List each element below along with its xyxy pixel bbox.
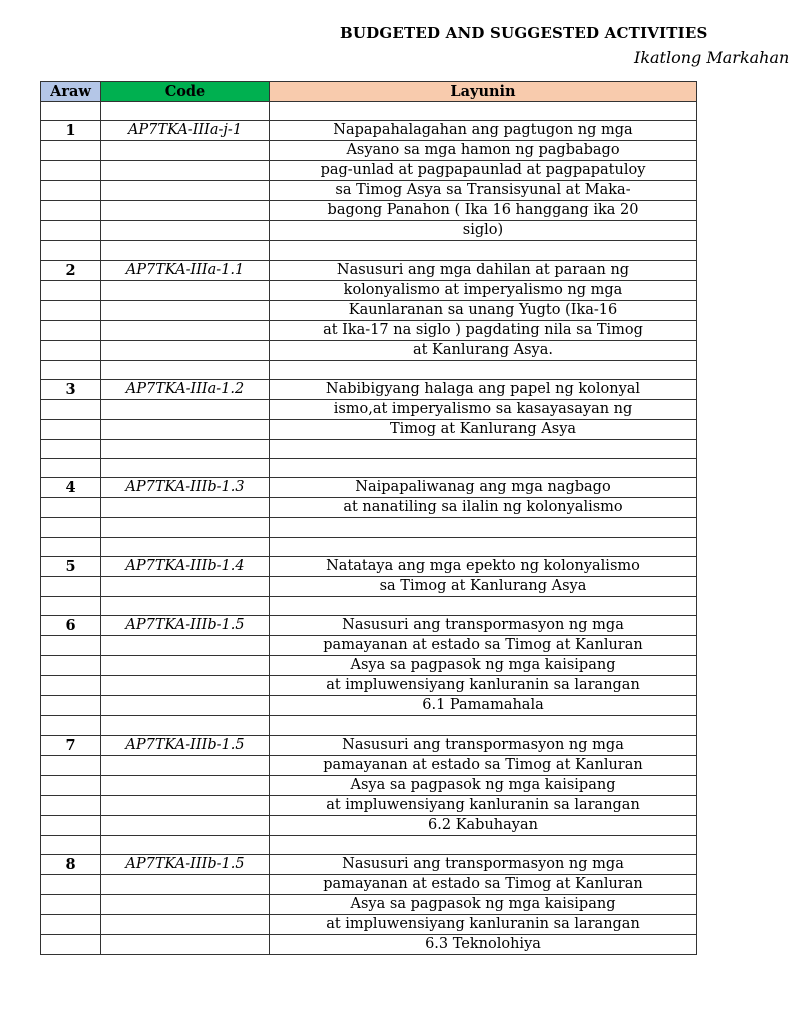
table-row xyxy=(41,696,697,716)
code-cell xyxy=(101,577,270,597)
day-cell xyxy=(41,835,101,854)
code-cell xyxy=(101,241,270,260)
code-cell xyxy=(101,894,270,914)
day-cell: 4 xyxy=(41,478,101,498)
day-cell xyxy=(41,161,101,181)
day-cell xyxy=(41,419,101,439)
day-cell: 2 xyxy=(41,260,101,280)
table-row xyxy=(41,636,697,656)
column-header-layunin: Layunin xyxy=(270,82,697,102)
layunin-cell: Asyano sa mga hamon ng pagbabago xyxy=(270,141,697,161)
code-cell xyxy=(101,439,270,458)
layunin-cell xyxy=(270,597,697,616)
code-cell: AP7TKA-IIIa-1.1 xyxy=(101,260,270,280)
layunin-cell: 6.2 Kabuhayan xyxy=(270,815,697,835)
code-cell xyxy=(101,775,270,795)
day-cell xyxy=(41,201,101,221)
layunin-cell: Asya sa pagpasok ng mga kaisipang xyxy=(270,894,697,914)
layunin-cell: 6.1 Pamamahala xyxy=(270,696,697,716)
table-row xyxy=(41,379,697,399)
layunin-cell: pag-unlad at pagpapaunlad at pagpapatuloy xyxy=(270,161,697,181)
layunin-cell: siglo) xyxy=(270,221,697,241)
day-cell xyxy=(41,874,101,894)
table-row xyxy=(41,894,697,914)
table-row xyxy=(41,775,697,795)
code-cell xyxy=(101,360,270,379)
code-cell xyxy=(101,498,270,518)
table-row xyxy=(41,360,697,379)
layunin-cell: Timog at Kanlurang Asya xyxy=(270,419,697,439)
code-cell xyxy=(101,934,270,954)
day-cell xyxy=(41,537,101,556)
day-cell xyxy=(41,577,101,597)
day-cell xyxy=(41,934,101,954)
day-cell xyxy=(41,221,101,241)
header-area xyxy=(0,0,789,80)
layunin-cell: Nasusuri ang transpormasyon ng mga xyxy=(270,854,697,874)
page-title: BUDGETED AND SUGGESTED ACTIVITIES xyxy=(340,24,708,42)
day-cell xyxy=(41,894,101,914)
code-cell xyxy=(101,141,270,161)
code-cell xyxy=(101,419,270,439)
layunin-cell: Natataya ang mga epekto ng kolonyalismo xyxy=(270,557,697,577)
day-cell xyxy=(41,696,101,716)
layunin-cell: Napapahalagahan ang pagtugon ng mga xyxy=(270,121,697,141)
layunin-cell: bagong Panahon ( Ika 16 hanggang ika 20 xyxy=(270,201,697,221)
day-cell xyxy=(41,181,101,201)
day-cell xyxy=(41,340,101,360)
layunin-cell: 6.3 Teknolohiya xyxy=(270,934,697,954)
layunin-cell: at impluwensiyang kanluranin sa larangan xyxy=(270,676,697,696)
table-row xyxy=(41,914,697,934)
table-row xyxy=(41,102,697,121)
day-cell xyxy=(41,360,101,379)
layunin-cell: at nanatiling sa ilalin ng kolonyalismo xyxy=(270,498,697,518)
layunin-cell xyxy=(270,716,697,735)
day-cell xyxy=(41,656,101,676)
day-cell: 6 xyxy=(41,616,101,636)
layunin-cell: Naipapaliwanag ang mga nagbago xyxy=(270,478,697,498)
column-header-araw: Araw xyxy=(41,82,101,102)
table-row xyxy=(41,815,697,835)
table-row xyxy=(41,141,697,161)
table-row xyxy=(41,874,697,894)
table-row xyxy=(41,518,697,537)
table-row xyxy=(41,577,697,597)
day-cell xyxy=(41,280,101,300)
table-row xyxy=(41,181,697,201)
table-row xyxy=(41,716,697,735)
code-cell xyxy=(101,459,270,478)
code-cell xyxy=(101,399,270,419)
day-cell xyxy=(41,320,101,340)
code-cell xyxy=(101,815,270,835)
layunin-cell: sa Timog Asya sa Transisyunal at Maka- xyxy=(270,181,697,201)
day-cell: 8 xyxy=(41,854,101,874)
table-body xyxy=(41,102,697,955)
layunin-cell: at Ika-17 na siglo ) pagdating nila sa Timog xyxy=(270,320,697,340)
table-row xyxy=(41,537,697,556)
day-cell: 3 xyxy=(41,379,101,399)
code-cell xyxy=(101,914,270,934)
table-row xyxy=(41,795,697,815)
layunin-cell: Nasusuri ang mga dahilan at paraan ng xyxy=(270,260,697,280)
table-row xyxy=(41,300,697,320)
code-cell xyxy=(101,636,270,656)
day-cell xyxy=(41,518,101,537)
layunin-cell xyxy=(270,835,697,854)
layunin-cell xyxy=(270,439,697,458)
table-row xyxy=(41,597,697,616)
day-cell xyxy=(41,597,101,616)
layunin-cell: Asya sa pagpasok ng mga kaisipang xyxy=(270,656,697,676)
table-row xyxy=(41,221,697,241)
layunin-cell: pamayanan at estado sa Timog at Kanluran xyxy=(270,874,697,894)
layunin-cell: pamayanan at estado sa Timog at Kanluran xyxy=(270,636,697,656)
layunin-cell xyxy=(270,102,697,121)
code-cell xyxy=(101,676,270,696)
table-row xyxy=(41,835,697,854)
code-cell: AP7TKA-IIIa-j-1 xyxy=(101,121,270,141)
day-cell xyxy=(41,775,101,795)
code-cell xyxy=(101,221,270,241)
code-cell: AP7TKA-IIIb-1.5 xyxy=(101,735,270,755)
code-cell xyxy=(101,597,270,616)
code-cell xyxy=(101,716,270,735)
table-row xyxy=(41,121,697,141)
layunin-cell xyxy=(270,459,697,478)
table-row xyxy=(41,854,697,874)
code-cell: AP7TKA-IIIb-1.3 xyxy=(101,478,270,498)
day-cell xyxy=(41,459,101,478)
code-cell xyxy=(101,656,270,676)
day-cell xyxy=(41,795,101,815)
layunin-cell: Nasusuri ang transpormasyon ng mga xyxy=(270,735,697,755)
code-cell xyxy=(101,181,270,201)
table-row xyxy=(41,478,697,498)
day-cell xyxy=(41,914,101,934)
layunin-cell xyxy=(270,537,697,556)
code-cell xyxy=(101,835,270,854)
code-cell xyxy=(101,795,270,815)
table-row xyxy=(41,260,697,280)
table-row xyxy=(41,419,697,439)
day-cell xyxy=(41,676,101,696)
table-row xyxy=(41,320,697,340)
day-cell xyxy=(41,636,101,656)
table-row xyxy=(41,459,697,478)
day-cell xyxy=(41,439,101,458)
code-cell: AP7TKA-IIIb-1.5 xyxy=(101,854,270,874)
layunin-cell: ismo,at imperyalismo sa kasayasayan ng xyxy=(270,399,697,419)
table-row xyxy=(41,280,697,300)
table-row xyxy=(41,241,697,260)
code-cell: AP7TKA-IIIb-1.5 xyxy=(101,616,270,636)
code-cell xyxy=(101,874,270,894)
code-cell xyxy=(101,537,270,556)
layunin-cell: kolonyalismo at imperyalismo ng mga xyxy=(270,280,697,300)
code-cell xyxy=(101,320,270,340)
layunin-cell: Kaunlaranan sa unang Yugto (Ika-16 xyxy=(270,300,697,320)
code-cell xyxy=(101,755,270,775)
code-cell xyxy=(101,102,270,121)
code-cell: AP7TKA-IIIb-1.4 xyxy=(101,557,270,577)
code-cell xyxy=(101,201,270,221)
day-cell xyxy=(41,399,101,419)
day-cell: 5 xyxy=(41,557,101,577)
day-cell xyxy=(41,498,101,518)
activities-table xyxy=(40,81,697,955)
code-cell: AP7TKA-IIIa-1.2 xyxy=(101,379,270,399)
table-row xyxy=(41,557,697,577)
table-row xyxy=(41,201,697,221)
code-cell xyxy=(101,300,270,320)
day-cell: 7 xyxy=(41,735,101,755)
day-cell xyxy=(41,141,101,161)
layunin-cell: sa Timog at Kanlurang Asya xyxy=(270,577,697,597)
layunin-cell: at Kanlurang Asya. xyxy=(270,340,697,360)
layunin-cell: pamayanan at estado sa Timog at Kanluran xyxy=(270,755,697,775)
code-cell xyxy=(101,696,270,716)
layunin-cell: at impluwensiyang kanluranin sa larangan xyxy=(270,914,697,934)
layunin-cell xyxy=(270,518,697,537)
table-row xyxy=(41,439,697,458)
day-cell xyxy=(41,755,101,775)
day-cell xyxy=(41,241,101,260)
page-subtitle: Ikatlong Markahan xyxy=(634,48,789,67)
table-header-row xyxy=(41,82,697,102)
table-row xyxy=(41,735,697,755)
table-row xyxy=(41,676,697,696)
column-header-code: Code xyxy=(101,82,270,102)
table-row xyxy=(41,399,697,419)
layunin-cell: Nabibigyang halaga ang papel ng kolonyal xyxy=(270,379,697,399)
day-cell xyxy=(41,102,101,121)
table-row xyxy=(41,616,697,636)
table-row xyxy=(41,656,697,676)
day-cell: 1 xyxy=(41,121,101,141)
layunin-cell xyxy=(270,241,697,260)
layunin-cell xyxy=(270,360,697,379)
code-cell xyxy=(101,518,270,537)
code-cell xyxy=(101,161,270,181)
table-row xyxy=(41,934,697,954)
code-cell xyxy=(101,340,270,360)
day-cell xyxy=(41,815,101,835)
day-cell xyxy=(41,300,101,320)
layunin-cell: Asya sa pagpasok ng mga kaisipang xyxy=(270,775,697,795)
code-cell xyxy=(101,280,270,300)
table-row xyxy=(41,340,697,360)
table-row xyxy=(41,161,697,181)
layunin-cell: at impluwensiyang kanluranin sa larangan xyxy=(270,795,697,815)
table-row xyxy=(41,755,697,775)
table-row xyxy=(41,498,697,518)
day-cell xyxy=(41,716,101,735)
layunin-cell: Nasusuri ang transpormasyon ng mga xyxy=(270,616,697,636)
